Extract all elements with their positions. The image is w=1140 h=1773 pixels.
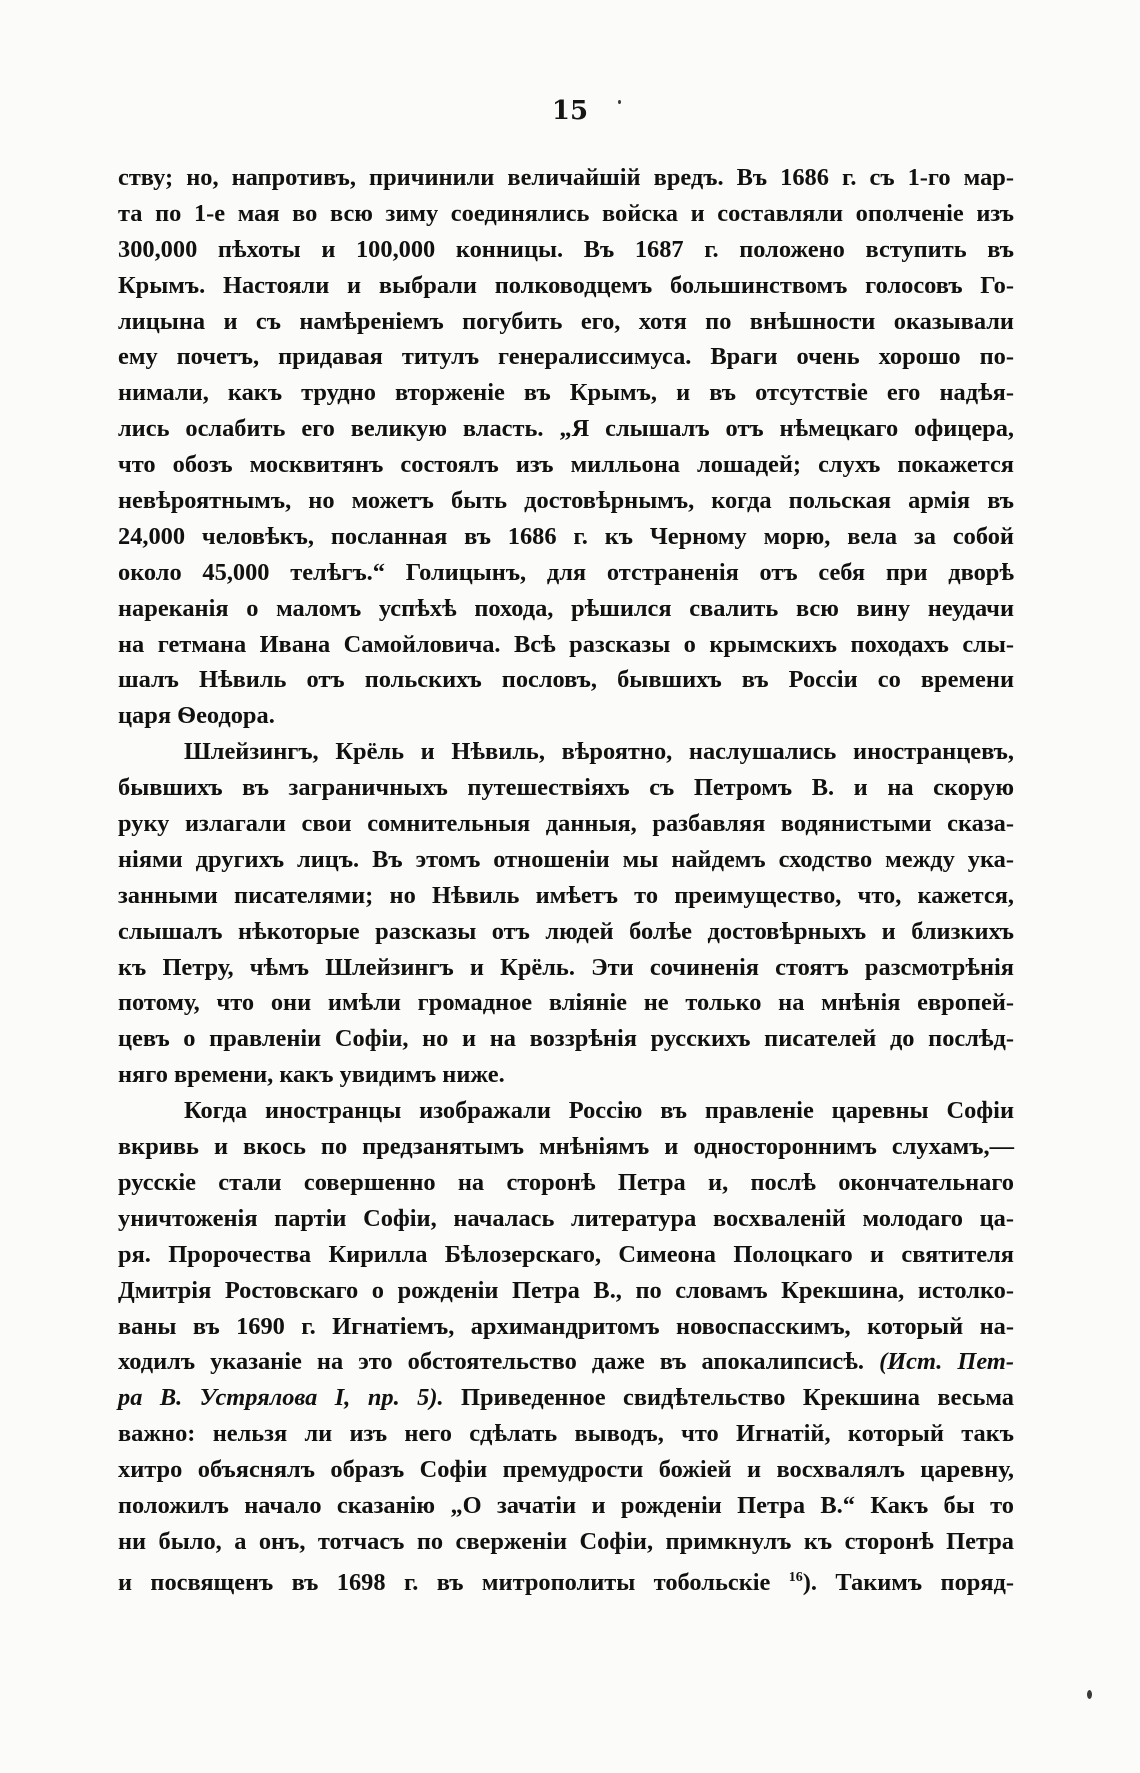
text-line: Крымъ. Настояли и выбрали полководцемъ большинствомъ голосовъ Го- (118, 271, 1014, 299)
paragraph-3 (118, 1093, 1014, 1595)
text-line: бывшихъ въ заграничныхъ путешествіяхъ съ Петромъ В. и на скорую (118, 774, 1014, 802)
text-line: 300,000 пѣхоты и 100,000 конницы. Въ 1687 г. положено вступить въ (118, 235, 1014, 263)
text-line: нимали, какъ трудно вторженіе въ Крымъ, и въ отсутствіе его надѣя- (118, 379, 1014, 407)
text-line (118, 1344, 1014, 1380)
text-line: та по 1-е мая во всю зиму соединялись войска и составляли ополченіе изъ (118, 199, 1014, 227)
text-line: важно: нельзя ли изъ него сдѣлать выводъ, что Игнатій, который такъ (118, 1420, 1014, 1448)
text-line: потому, что они имѣли громадное вліяніе не только на мнѣнія европей- (118, 989, 1014, 1017)
text-line: занными писателями; но Нѣвиль имѣетъ то преимущество, что, кажется, (118, 881, 1014, 909)
body-text (118, 160, 1014, 1596)
text-fragment: ). Такимъ поряд- (802, 1568, 1014, 1596)
text-line: цевъ о правленіи Софіи, но и на воззрѣнія русскихъ писателей до послѣд- (118, 1025, 1014, 1053)
text-line: ему почетъ, придавая титулъ генералиссимуса. Враги очень хорошо по- (118, 343, 1014, 371)
text-line: нареканія о маломъ успѣхѣ похода, рѣшился свалить всю вину неудачи (118, 594, 1014, 622)
text-line: Когда иностранцы изображали Россію въ правленіе царевны Софіи (184, 1097, 1014, 1125)
text-line: невѣроятнымъ, но можетъ быть достовѣрнымъ, когда польская армія въ (118, 487, 1014, 515)
text-fragment: Приведенное свидѣтельство Крекшина весьма (461, 1384, 1014, 1412)
text-line: ству; но, напротивъ, причинили величайшій вредъ. Въ 1686 г. съ 1-го мар- (118, 164, 1014, 191)
text-line: лись ослабить его великую власть. „Я слышалъ отъ нѣмецкаго офицера, (118, 415, 1014, 443)
paragraph-2 (118, 734, 1014, 1093)
text-line: ваны въ 1690 г. Игнатіемъ, архимандритомъ новоспасскимъ, который на- (118, 1312, 1014, 1340)
text-line: Дмитрія Ростовскаго о рожденіи Петра В., по словамъ Крекшина, истолко- (118, 1276, 1014, 1304)
text-line: что обозъ москвитянъ состоялъ изъ милльона лошадей; слухъ покажется (118, 451, 1014, 479)
text-line: уничтоженія партіи Софіи, началась литература восхваленій молодаго ца- (118, 1204, 1014, 1232)
text-line (118, 1560, 1014, 1596)
paragraph-1 (118, 160, 1014, 734)
text-line: къ Петру, чѣмъ Шлейзингъ и Крёль. Эти сочиненія стоятъ разсмотрѣнія (118, 953, 1014, 981)
text-line: руку излагали свои сомнительныя данныя, разбавляя водянистыми сказа- (118, 810, 1014, 838)
text-line: ни было, а онъ, тотчасъ по сверженіи Софіи, примкнулъ къ сторонѣ Петра (118, 1527, 1014, 1555)
text-line: вкривь и вкось по предзанятымъ мнѣніямъ и одностороннимъ слухамъ,— (118, 1133, 1014, 1161)
text-line (118, 1380, 1014, 1416)
text-line: слышалъ нѣкоторые разсказы отъ людей болѣе достовѣрныхъ и близкихъ (118, 917, 1014, 945)
text-fragment: и посвященъ въ 1698 г. въ митрополиты тобольскіе (118, 1568, 771, 1596)
text-line: няго времени, какъ увидимъ ниже. (118, 1061, 505, 1089)
text-line: Шлейзингъ, Крёль и Нѣвиль, вѣроятно, наслушались иностранцевъ, (184, 738, 1014, 766)
footnote-marker: 16 (788, 1569, 803, 1585)
page-number: 15 (551, 96, 589, 126)
text-line: 24,000 человѣкъ, посланная въ 1686 г. къ Черному морю, вела за собой (118, 522, 1014, 550)
text-line: царя Ѳеодора. (118, 702, 275, 730)
citation-italic: (Ист. Пет- (879, 1348, 1014, 1376)
text-line: хитро объяснялъ образъ Софіи премудрости божіей и восхвалялъ царевну, (118, 1456, 1014, 1484)
scan-speck (1087, 1690, 1092, 1699)
text-line: около 45,000 телѣгъ.“ Голицынъ, для отстраненія отъ себя при дворѣ (118, 558, 1014, 586)
text-line: шалъ Нѣвиль отъ польскихъ пословъ, бывшихъ въ Россіи со времени (118, 666, 1014, 694)
text-fragment: ходилъ указаніе на это обстоятельство даже въ апокалипсисѣ. (118, 1348, 864, 1376)
text-line: на гетмана Ивана Самойловича. Всѣ разсказы о крымскихъ походахъ слы- (118, 630, 1014, 658)
text-line: ніями другихъ лицъ. Въ этомъ отношеніи мы найдемъ сходство между ука- (118, 845, 1014, 873)
text-line: русскіе стали совершенно на сторонѣ Петра и, послѣ окончательнаго (118, 1168, 1014, 1196)
text-line: лицына и съ намѣреніемъ погубить его, хотя по внѣшности оказывали (118, 307, 1014, 335)
text-line: ря. Пророчества Кирилла Бѣлозерскаго, Симеона Полоцкаго и святителя (118, 1240, 1014, 1268)
text-line: положилъ начало сказанію „О зачатіи и рожденіи Петра В.“ Какъ бы то (118, 1491, 1014, 1519)
citation-italic: ра В. Устрялова I, пр. 5). (118, 1384, 444, 1412)
scan-speck (618, 100, 621, 104)
